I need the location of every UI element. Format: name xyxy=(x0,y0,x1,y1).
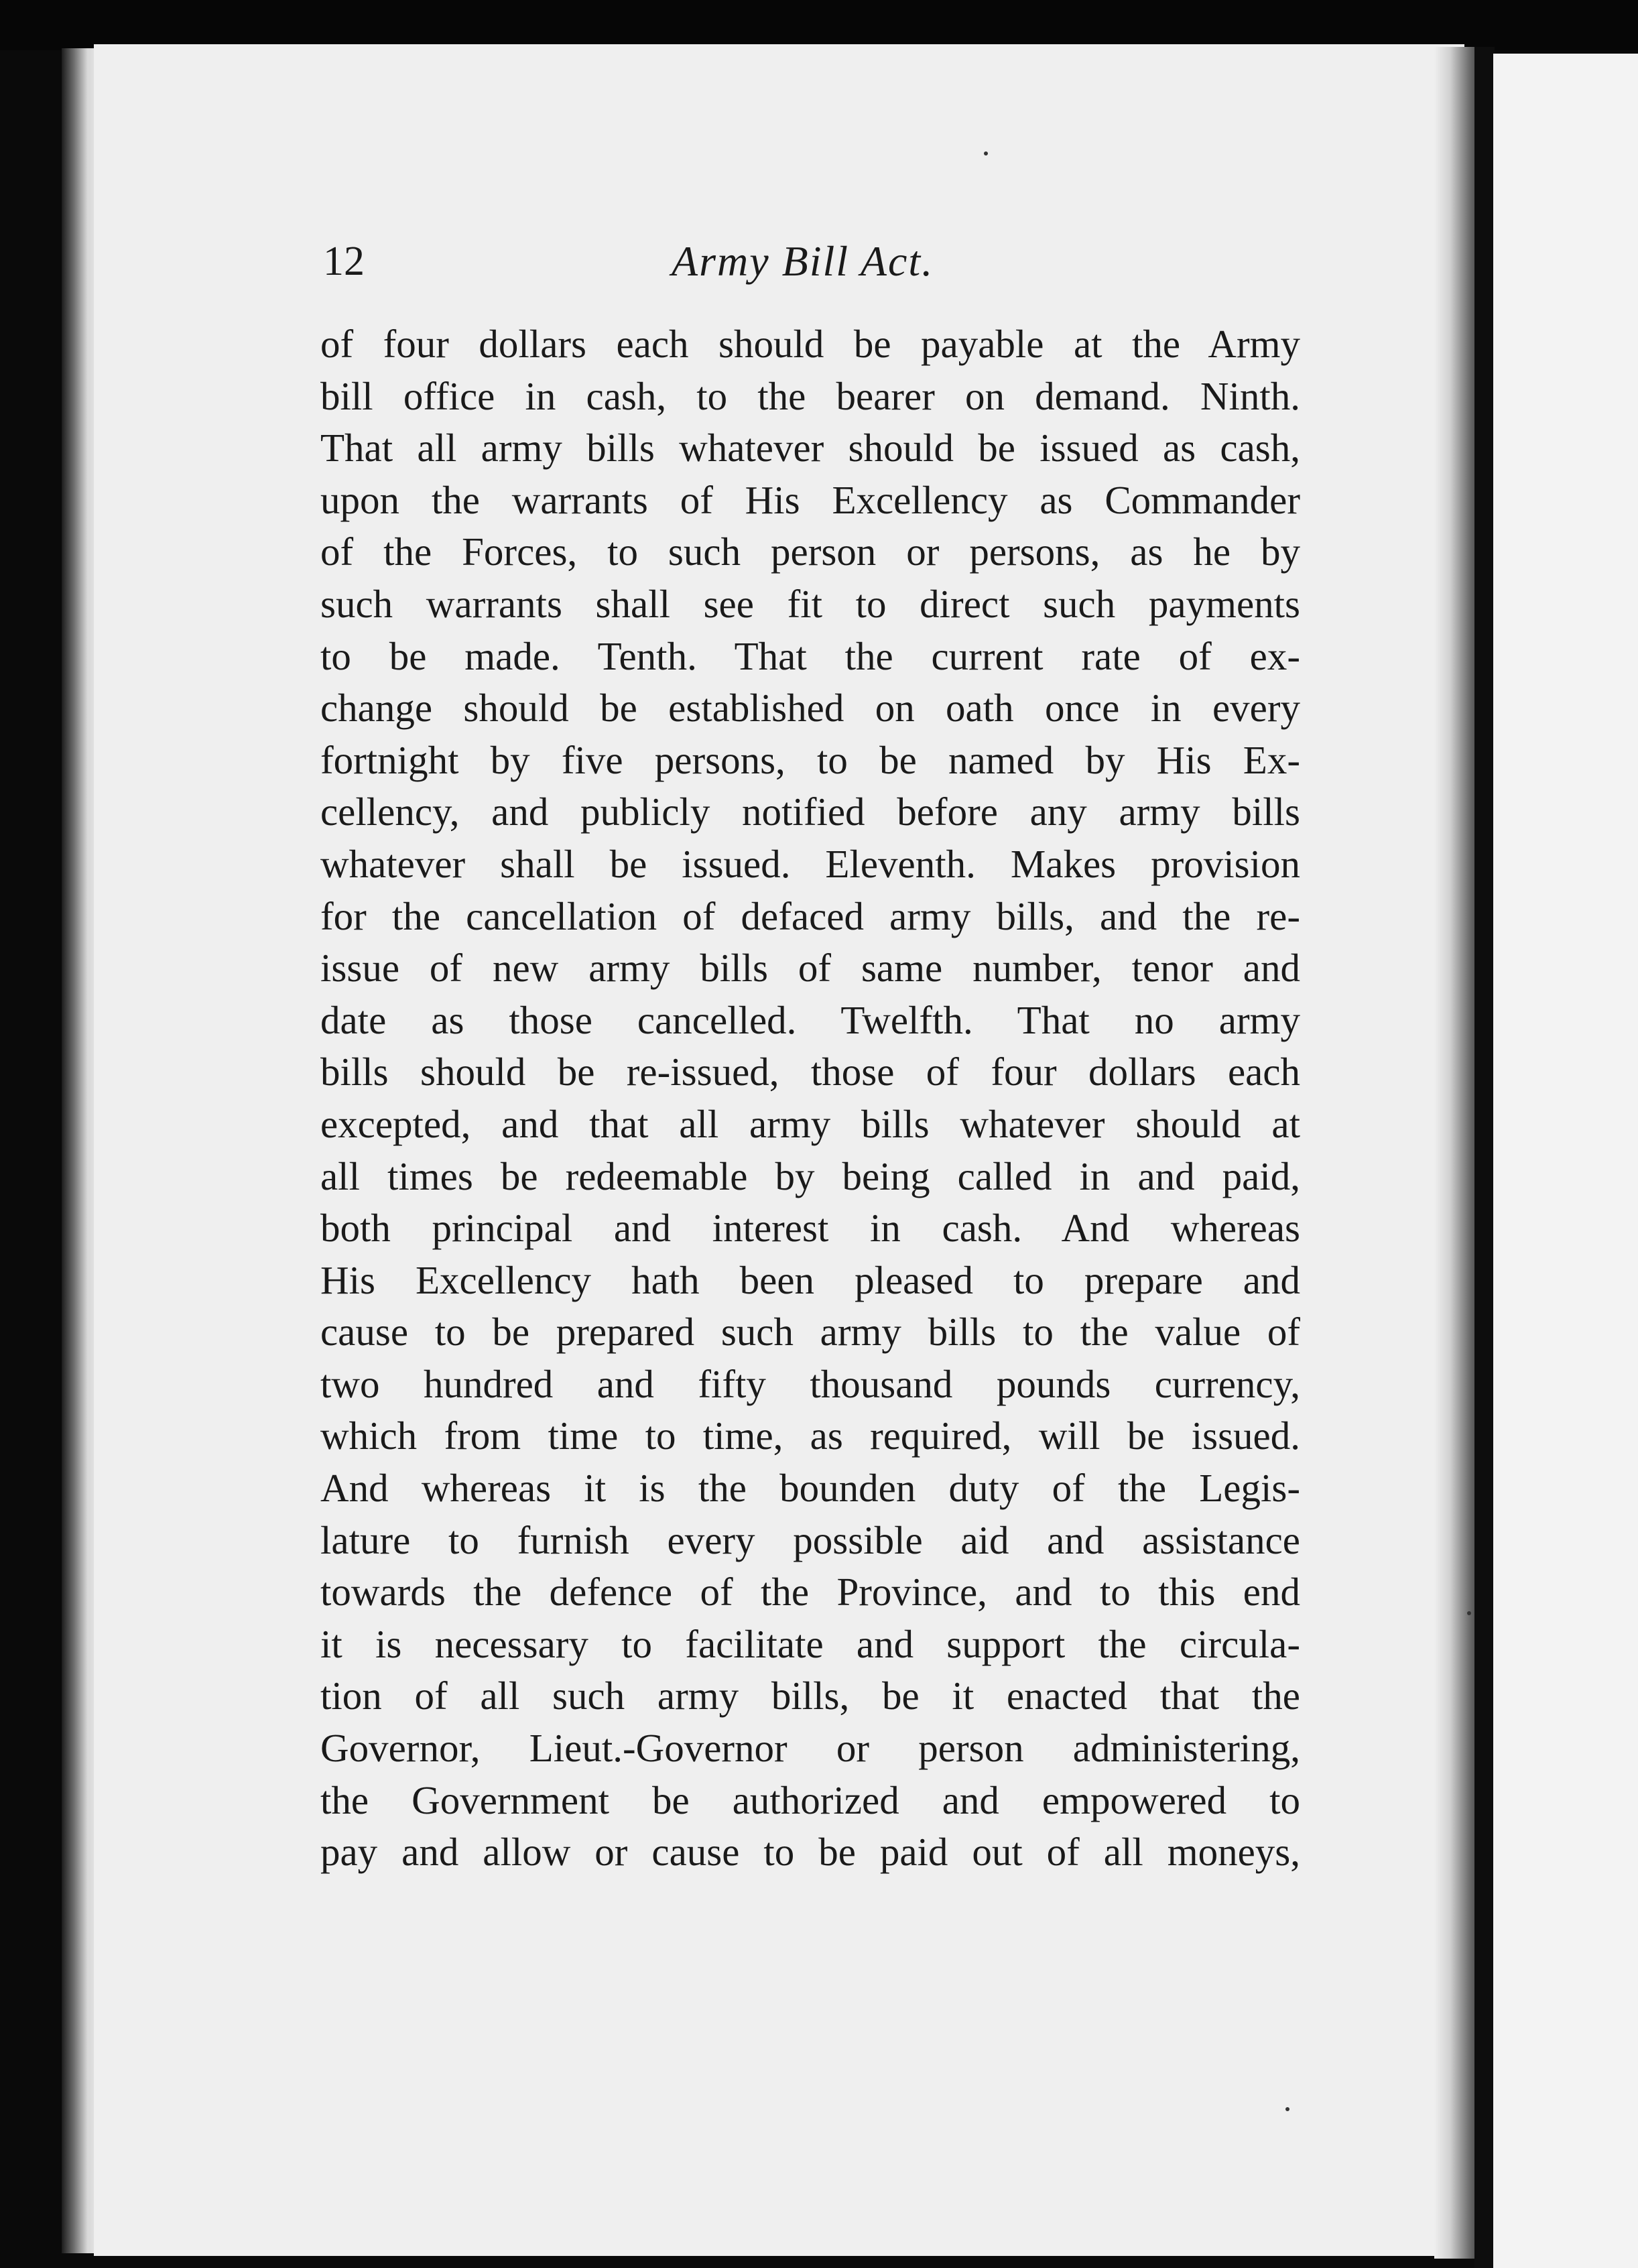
text-line: His Excellency hath been pleased to prepare and xyxy=(320,1257,1300,1302)
scan-border xyxy=(0,0,1638,50)
text-line: to be made. Tenth. That the current rate of ex- xyxy=(320,633,1300,678)
text-line: it is necessary to facilitate and support the circula- xyxy=(320,1621,1300,1666)
text-line: fortnight by five persons, to be named by His Ex- xyxy=(320,737,1300,782)
text-line: the Government be authorized and empowered to xyxy=(320,1777,1300,1822)
scan-speck xyxy=(1285,2107,1289,2111)
text-line: date as those cancelled. Twelfth. That no army xyxy=(320,997,1300,1042)
book-gutter xyxy=(1474,47,1495,2268)
text-line: lature to furnish every possible aid and assistance xyxy=(320,1517,1300,1562)
text-line: all times be redeemable by being called in and paid, xyxy=(320,1153,1300,1198)
text-line: of the Forces, to such person or persons, as he by xyxy=(320,529,1300,574)
text-line: issue of new army bills of same number, tenor and xyxy=(320,946,1300,991)
page-header xyxy=(323,231,1304,292)
facing-page-edge xyxy=(1493,54,1638,2268)
text-line: And whereas it is the bounden duty of the Legis- xyxy=(320,1466,1300,1511)
text-line: bills should be re-issued, those of four dollars each xyxy=(320,1050,1300,1094)
scan-speck xyxy=(1467,1611,1471,1615)
text-line: tion of all such army bills, be it enacted that the xyxy=(320,1674,1300,1718)
text-line: of four dollars each should be payable at the Army xyxy=(320,322,1300,366)
page-number: 12 xyxy=(323,239,365,284)
text-line: cellency, and publicly notified before any army bills xyxy=(320,790,1300,834)
text-line: such warrants shall see fit to direct such payments xyxy=(320,581,1300,626)
running-head: Army Bill Act. xyxy=(672,237,934,285)
scan-speck xyxy=(984,151,988,155)
text-line: change should be established on oath once in every xyxy=(320,686,1300,731)
text-line: for the cancellation of defaced army bills, and the re- xyxy=(320,893,1300,938)
text-line: excepted, and that all army bills whatever should at xyxy=(320,1101,1300,1146)
text-line: Governor, Lieut.-Governor or person administering, xyxy=(320,1726,1300,1771)
text-line: which from time to time, as required, will be issued. xyxy=(320,1413,1300,1458)
body-text xyxy=(320,318,1300,1879)
text-line: That all army bills whatever should be issued as cash, xyxy=(320,426,1300,470)
text-line: towards the defence of the Province, and to this end xyxy=(320,1570,1300,1615)
text-line: whatever shall be issued. Eleventh. Makes provision xyxy=(320,841,1300,886)
text-line: upon the warrants of His Excellency as Commander xyxy=(320,477,1300,522)
text-line: both principal and interest in cash. And whereas xyxy=(320,1206,1300,1251)
text-line: two hundred and fifty thousand pounds currency, xyxy=(320,1361,1300,1406)
text-line: cause to be prepared such army bills to the value of xyxy=(320,1310,1300,1354)
text-line: pay and allow or cause to be paid out of all moneys, xyxy=(320,1830,1300,1875)
text-line: bill office in cash, to the bearer on demand. Ninth. xyxy=(320,373,1300,418)
